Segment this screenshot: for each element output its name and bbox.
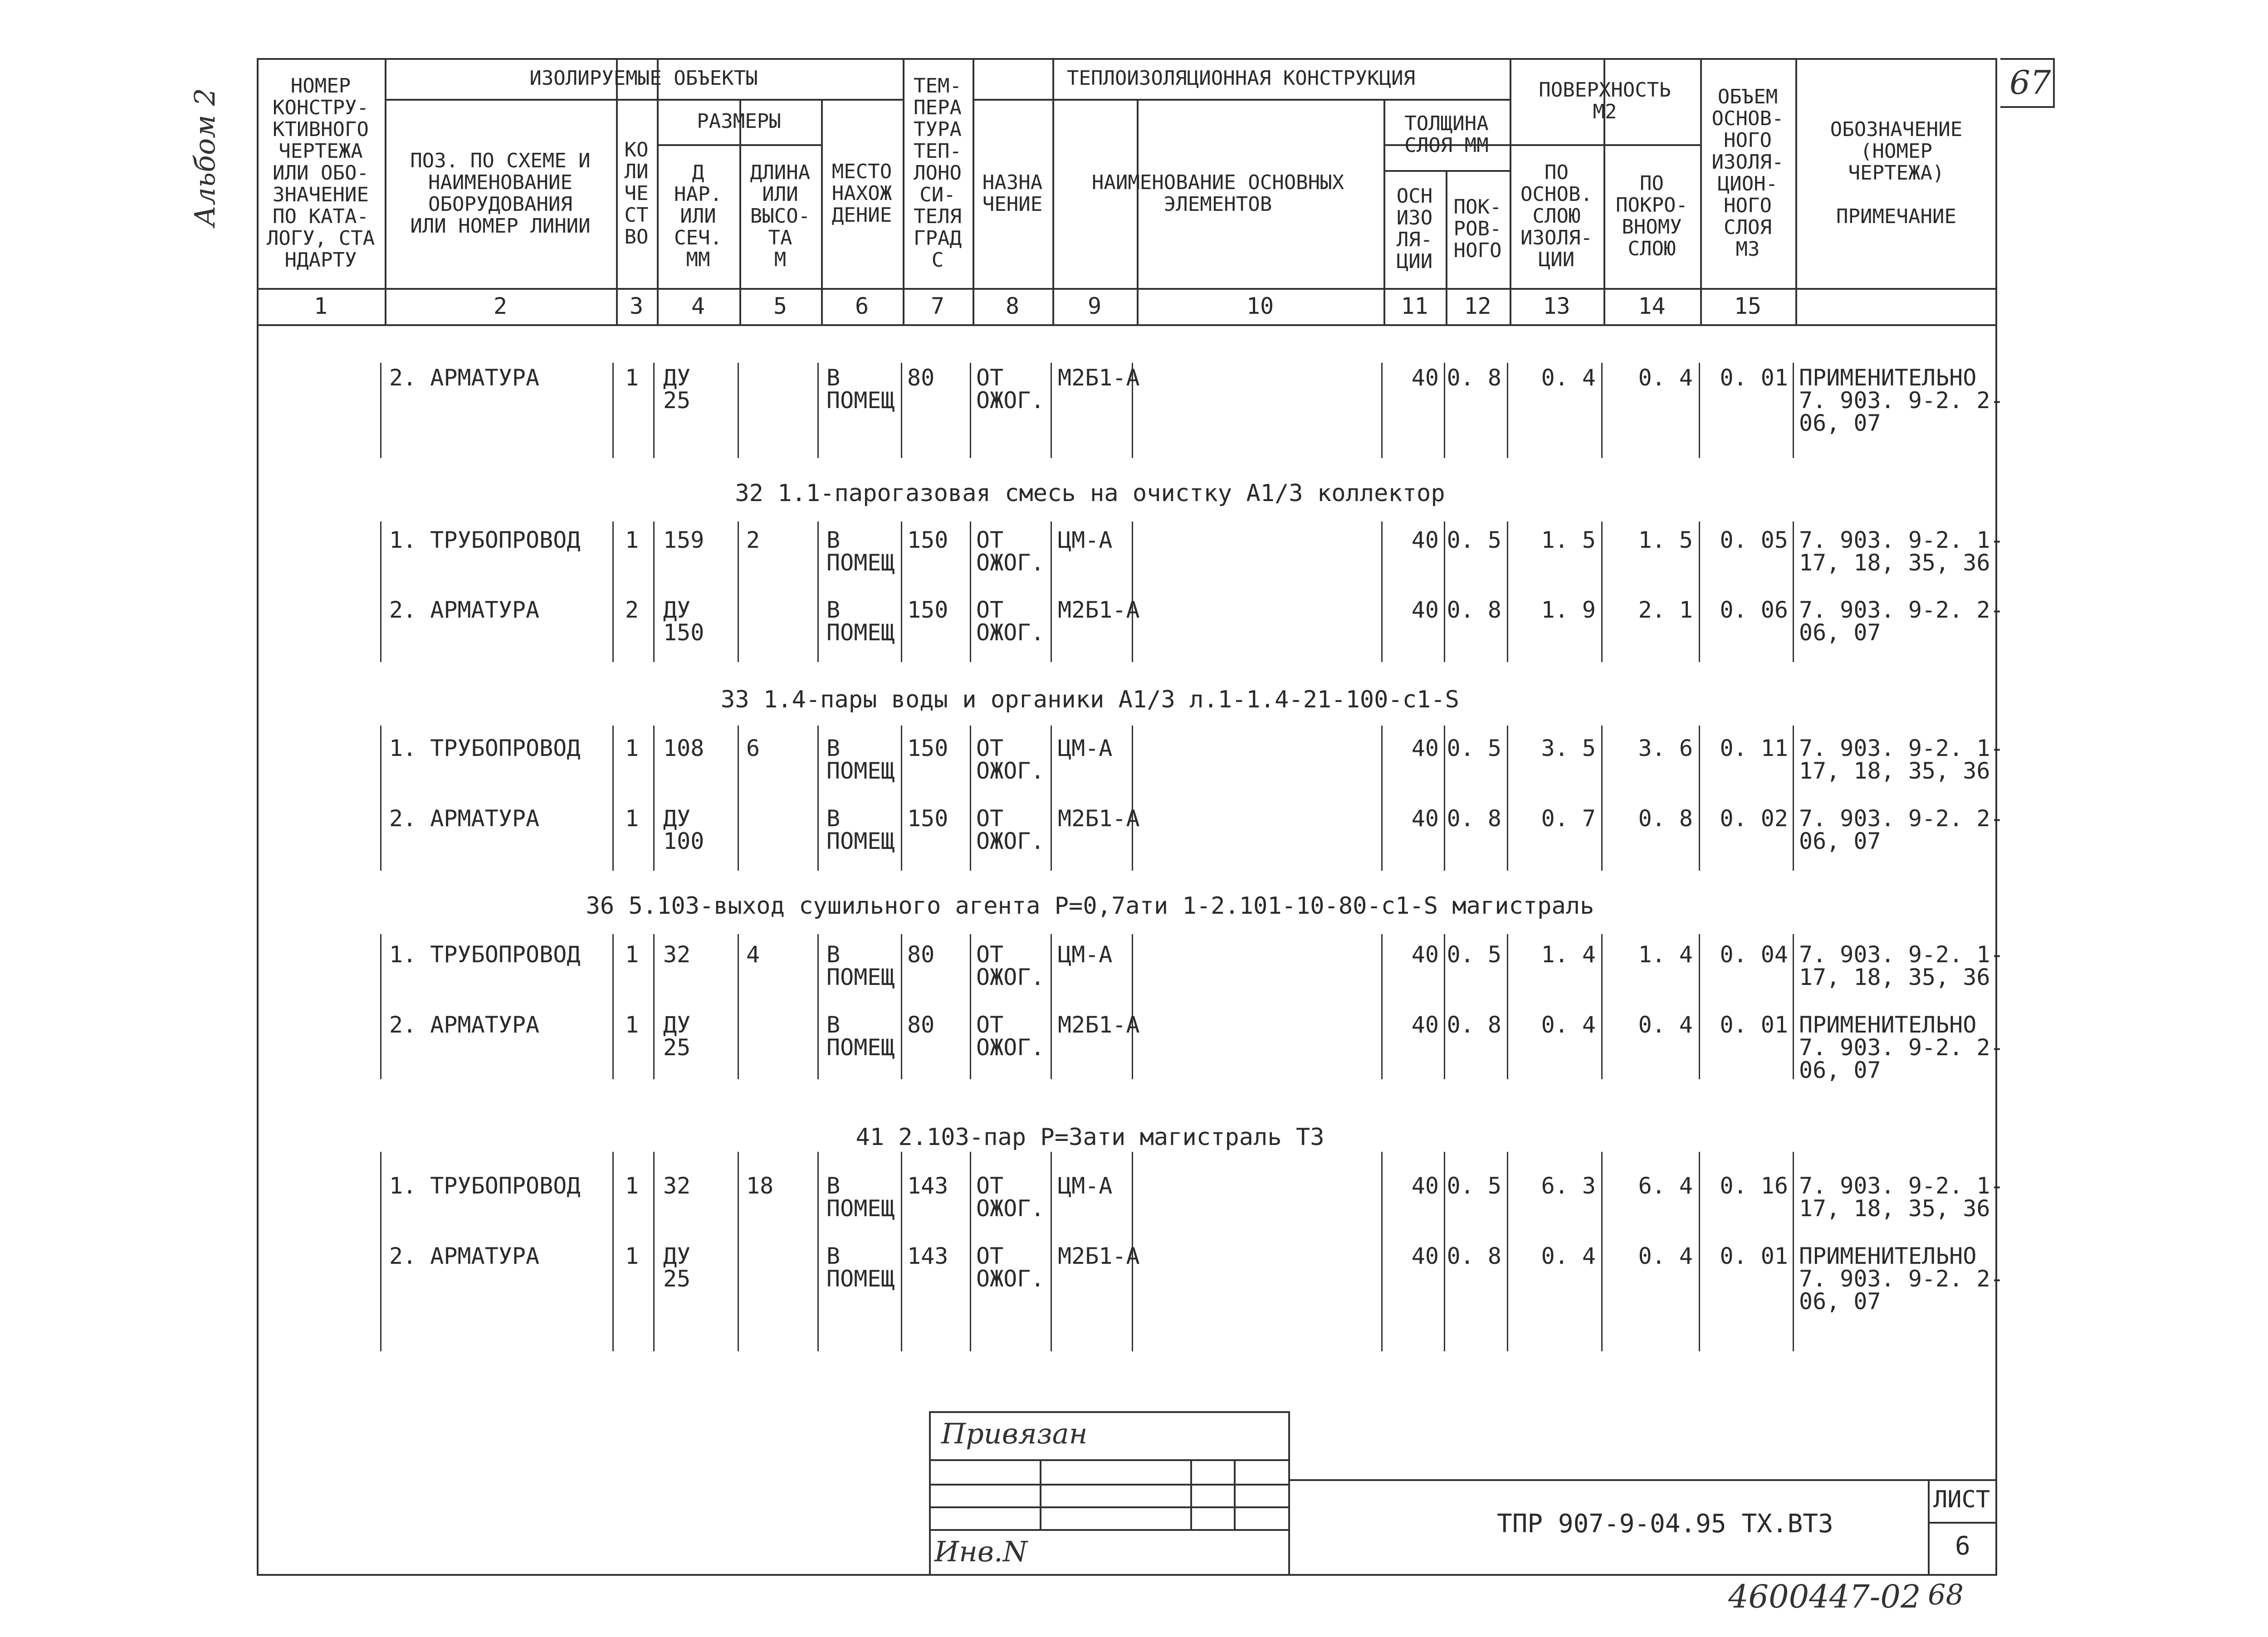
row-location: В ПОМЕЩ [826,597,895,646]
column-rule [380,521,381,662]
row-temperature: 150 [907,805,948,832]
row-note: 7. 903. 9-2. 2- 06, 07 [1799,805,2004,854]
row-thickness-main: 40 [1411,1173,1439,1199]
row-note: ПРИМЕНИТЕЛЬНО 7. 903. 9-2. 2- 06, 07 [1799,1243,2004,1315]
column-rule [817,934,819,1079]
header-location: МЕСТО НАХОЖ ДЕНИЕ [831,160,892,227]
column-rule [653,934,655,1079]
column-rule [901,934,902,1079]
row-temperature: 143 [907,1173,948,1199]
row-name: 2. АРМАТУРА [389,805,540,832]
column-rule [653,521,655,662]
inv-number-label: Инв.N [934,1535,1027,1568]
row-thickness-main: 40 [1411,527,1439,553]
row-note: 7. 903. 9-2. 2- 06, 07 [1799,597,2004,646]
row-qty: 2 [625,597,639,623]
title-block-line [1928,1479,1930,1576]
row-surface-cover: 0. 4 [1638,365,1693,391]
row-purpose: ОТ ОЖОГ. [976,597,1045,646]
row-purpose: ОТ ОЖОГ. [976,527,1045,576]
column-number: 7 [930,293,945,319]
column-rule [901,726,902,871]
row-note: 7. 903. 9-2. 1- 17, 18, 35, 36 [1799,735,2004,784]
column-rule [380,726,381,871]
row-elements: М2Б1-А [1058,1243,1140,1269]
column-rule [1132,521,1133,662]
row-name: 2. АРМАТУРА [389,365,540,391]
row-surface-main: 0. 7 [1541,805,1596,832]
row-qty: 1 [625,941,639,968]
column-rule [380,934,381,1079]
row-thickness-main: 40 [1411,365,1439,391]
column-number: 5 [773,293,787,319]
drawing-code: ТПР 907-9-04.95 ТХ.ВТ3 [1497,1509,1833,1539]
column-rule [1051,363,1052,458]
column-rule [901,1152,902,1351]
row-qty: 1 [625,365,639,391]
column-rule [1051,521,1052,662]
section-title: 33 1.4-пары воды и органики А1/3 л.1-1.4-21-100-с1-S [721,686,1459,713]
column-rule [970,363,971,458]
row-volume: 0. 02 [1720,805,1788,832]
header-thickness: ТОЛЩИНА СЛОЯ ММ [1404,112,1489,157]
row-temperature: 150 [907,527,948,553]
row-diameter: ДУ 25 [663,1243,691,1292]
stamp-line [929,1484,1290,1486]
header-insulation-structure: ТЕПЛОИЗОЛЯЦИОННАЯ КОНСТРУКЦИЯ [1066,67,1416,90]
column-rule [1132,934,1133,1079]
column-rule [1793,934,1794,1079]
column-rule [1793,1152,1794,1351]
header-quantity: КО ЛИ ЧЕ СТ ВО [624,138,649,248]
row-note: 7. 903. 9-2. 1- 17, 18, 35, 36 [1799,527,2004,576]
section-title: 36 5.103-выход сушильного агента Р=0,7ати 1-2.101-10-80-с1-S магистраль [586,892,1594,920]
row-surface-cover: 2. 1 [1638,597,1693,623]
column-rule [653,1152,655,1351]
row-surface-cover: 1. 5 [1638,527,1693,553]
row-qty: 1 [625,805,639,832]
header-length: ДЛИНА ИЛИ ВЫСО- ТА М [750,161,811,271]
row-surface-main: 3. 5 [1541,735,1596,761]
column-rule [817,363,819,458]
header-drawing-number: НОМЕР КОНСТРУ- КТИВНОГО ЧЕРТЕЖА ИЛИ ОБО- ЗНАЧЕНИЕ ПО КАТА- ЛОГУ, СТА НДАРТУ [266,74,375,272]
row-name: 1. ТРУБОПРОВОД [389,527,581,553]
row-location: В ПОМЕЩ [826,365,895,414]
row-surface-cover: 0. 4 [1638,1012,1693,1038]
column-rule [612,521,614,662]
row-thickness-cover: 0. 8 [1447,805,1501,832]
section-title: 41 2.103-пар Р=3ати магистраль Т3 [855,1124,1325,1151]
row-volume: 0. 11 [1720,735,1788,761]
sheet-label: ЛИСТ [1933,1486,1990,1513]
column-number: 14 [1638,293,1666,319]
column-rule [612,726,614,871]
column-rule [612,363,614,458]
row-length: 2 [746,527,760,553]
column-rule [1793,726,1794,871]
row-elements: ЦМ-А [1058,735,1113,761]
column-rule [738,1152,739,1351]
row-length: 6 [746,735,760,761]
row-thickness-main: 40 [1411,597,1439,623]
row-volume: 0. 01 [1720,365,1788,391]
column-rule [1051,1152,1052,1351]
row-thickness-cover: 0. 8 [1447,1243,1501,1269]
row-diameter: ДУ 25 [663,365,691,414]
row-name: 1. ТРУБОПРОВОД [389,1173,581,1199]
row-elements: ЦМ-А [1058,527,1113,553]
row-volume: 0. 01 [1720,1243,1788,1269]
column-number: 1 [313,293,328,319]
header-surface-cover: ПО ПОКРО- ВНОМУ СЛОЮ [1616,171,1688,260]
row-qty: 1 [625,527,639,553]
column-number: 2 [493,293,508,319]
column-rule [970,1152,971,1351]
column-rule [380,1152,381,1351]
row-location: В ПОМЕЩ [826,805,895,854]
column-number: 8 [1005,293,1020,319]
row-note: 7. 903. 9-2. 1- 17, 18, 35, 36 [1799,1173,2004,1222]
column-rule [1051,726,1052,871]
row-purpose: ОТ ОЖОГ. [976,1012,1045,1061]
column-number: 9 [1087,293,1102,319]
row-diameter: 108 [663,735,704,761]
row-surface-cover: 0. 8 [1638,805,1693,832]
column-number: 13 [1543,293,1570,319]
row-qty: 1 [625,1243,639,1269]
row-thickness-cover: 0. 8 [1447,597,1501,623]
row-volume: 0. 05 [1720,527,1788,553]
column-rule [612,934,614,1079]
row-qty: 1 [625,1173,639,1199]
header-designation: ОБОЗНАЧЕНИЕ (НОМЕР ЧЕРТЕЖА) ПРИМЕЧАНИЕ [1830,117,1963,228]
row-qty: 1 [625,735,639,761]
row-purpose: ОТ ОЖОГ. [976,365,1045,414]
row-surface-main: 0. 4 [1541,1012,1596,1038]
row-thickness-main: 40 [1411,941,1439,968]
section-title: 32 1.1-парогазовая смесь на очистку А1/3 коллектор [735,480,1445,507]
row-surface-cover: 1. 4 [1638,941,1693,968]
stamp-line [929,1529,1290,1531]
row-length: 18 [746,1173,774,1199]
row-thickness-main: 40 [1411,805,1439,832]
number-row-line [257,324,1997,326]
title-block-line [1928,1522,1997,1524]
row-length: 4 [746,941,760,968]
column-rule [1793,521,1794,662]
row-elements: ЦМ-А [1058,1173,1113,1199]
column-rule [738,934,739,1079]
column-rule [653,726,655,871]
row-diameter: ДУ 100 [663,805,704,854]
row-name: 2. АРМАТУРА [389,1012,540,1038]
row-elements: М2Б1-А [1058,597,1140,623]
column-number: 6 [855,293,869,319]
header-sizes: РАЗМЕРЫ [697,110,781,133]
row-elements: М2Б1-А [1058,365,1140,391]
row-note: 7. 903. 9-2. 1- 17, 18, 35, 36 [1799,941,2004,990]
row-purpose: ОТ ОЖОГ. [976,735,1045,784]
row-surface-cover: 0. 4 [1638,1243,1693,1269]
row-note: ПРИМЕНИТЕЛЬНО 7. 903. 9-2. 2- 06, 07 [1799,365,2004,436]
row-thickness-main: 40 [1411,735,1439,761]
row-name: 2. АРМАТУРА [389,597,540,623]
row-location: В ПОМЕЩ [826,527,895,576]
header-position-name: ПОЗ. ПО СХЕМЕ И НАИМЕНОВАНИЕ ОБОРУДОВАНИЯ ИЛИ НОМЕР ЛИНИИ [410,149,591,238]
column-number: 15 [1734,293,1762,319]
stamp-line [1190,1459,1192,1531]
header-insulated-objects: ИЗОЛИРУЕМЫЕ ОБЪЕКТЫ [529,67,758,90]
row-diameter: 32 [663,941,691,968]
row-name: 1. ТРУБОПРОВОД [389,735,581,761]
row-purpose: ОТ ОЖОГ. [976,1243,1045,1292]
row-location: В ПОМЕЩ [826,1243,895,1292]
column-number: 3 [629,293,644,319]
row-name: 1. ТРУБОПРОВОД [389,941,581,968]
row-surface-main: 6. 3 [1541,1173,1596,1199]
row-surface-main: 1. 4 [1541,941,1596,968]
row-note: ПРИМЕНИТЕЛЬНО 7. 903. 9-2. 2- 06, 07 [1799,1012,2004,1083]
row-thickness-cover: 0. 5 [1447,527,1501,553]
column-rule [653,363,655,458]
row-diameter: 32 [663,1173,691,1199]
row-diameter: 159 [663,527,704,553]
row-thickness-cover: 0. 5 [1447,941,1501,968]
row-surface-main: 0. 4 [1541,365,1596,391]
column-rule [817,1152,819,1351]
row-name: 2. АРМАТУРА [389,1243,540,1269]
page-number-bottom: 68 [1928,1578,1964,1611]
column-number: 10 [1246,293,1274,319]
column-rule [817,521,819,662]
row-purpose: ОТ ОЖОГ. [976,805,1045,854]
row-surface-main: 1. 9 [1541,597,1596,623]
privyazan-label: Привязан [941,1417,1088,1450]
row-thickness-cover: 0. 5 [1447,1173,1501,1199]
row-volume: 0. 06 [1720,597,1788,623]
row-temperature: 150 [907,735,948,761]
row-thickness-cover: 0. 8 [1447,365,1501,391]
column-rule [380,363,381,458]
sheet-number: 6 [1955,1531,1970,1561]
column-rule [970,521,971,662]
column-rule [970,726,971,871]
header-temperature: ТЕМ- ПЕРА ТУРА ТЕП- ЛОНО СИ- ТЕЛЯ ГРАД С [914,74,962,272]
row-elements: ЦМ-А [1058,941,1113,968]
stamp-line [929,1506,1290,1508]
stamp-line [1040,1459,1041,1531]
header-volume: ОБЪЕМ ОСНОВ- НОГО ИЗОЛЯ- ЦИОН- НОГО СЛОЯ М3 [1711,85,1784,261]
column-rule [612,1152,614,1351]
row-elements: М2Б1-А [1058,805,1140,832]
row-temperature: 150 [907,597,948,623]
row-location: В ПОМЕЩ [826,1012,895,1061]
column-number: 4 [691,293,705,319]
row-location: В ПОМЕЩ [826,735,895,784]
header-diameter: Д НАР. ИЛИ СЕЧ. ММ [674,161,722,271]
row-volume: 0. 01 [1720,1012,1788,1038]
row-location: В ПОМЕЩ [826,941,895,990]
header-thickness-main: ОСН ИЗО ЛЯ- ЦИИ [1396,185,1433,273]
stamp-line [1234,1459,1236,1531]
row-temperature: 143 [907,1243,948,1269]
header-thickness-cover: ПОК- РОВ- НОГО [1453,195,1502,262]
row-thickness-cover: 0. 8 [1447,1012,1501,1038]
header-purpose: НАЗНА ЧЕНИЕ [982,171,1043,216]
row-temperature: 80 [907,365,935,391]
row-location: В ПОМЕЩ [826,1173,895,1222]
column-rule [901,521,902,662]
row-thickness-cover: 0. 5 [1447,735,1501,761]
column-rule [738,363,739,458]
column-rule [1793,363,1794,458]
page-number-top: 67 [2009,63,2051,102]
row-surface-main: 0. 4 [1541,1243,1596,1269]
row-purpose: ОТ ОЖОГ. [976,941,1045,990]
row-diameter: ДУ 150 [663,597,704,646]
row-diameter: ДУ 25 [663,1012,691,1061]
column-rule [738,521,739,662]
header-elements: НАИМЕНОВАНИЕ ОСНОВНЫХ ЭЛЕМЕНТОВ [1091,171,1344,216]
row-qty: 1 [625,1012,639,1038]
row-surface-main: 1. 5 [1541,527,1596,553]
column-rule [817,726,819,871]
row-elements: М2Б1-А [1058,1012,1140,1038]
header-surface-main: ПО ОСНОВ. СЛОЮ ИЗОЛЯ- ЦИИ [1520,161,1593,271]
column-rule [1051,934,1052,1079]
row-thickness-main: 40 [1411,1243,1439,1269]
row-surface-cover: 3. 6 [1638,735,1693,761]
title-block-line [1290,1479,1997,1481]
row-thickness-main: 40 [1411,1012,1439,1038]
row-temperature: 80 [907,1012,935,1038]
column-number: 11 [1401,293,1428,319]
column-number: 12 [1464,293,1491,319]
row-purpose: ОТ ОЖОГ. [976,1173,1045,1222]
column-rule [901,363,902,458]
header-surface: ПОВЕРХНОСТЬ М2 [1539,78,1671,123]
album-label: Альбом 2 [188,88,221,227]
row-temperature: 80 [907,941,935,968]
row-volume: 0. 04 [1720,941,1788,968]
column-rule [738,726,739,871]
stamp-line [929,1459,1290,1461]
column-rule [970,934,971,1079]
row-surface-cover: 6. 4 [1638,1173,1693,1199]
row-volume: 0. 16 [1720,1173,1788,1199]
column-rule [1132,726,1133,871]
inventory-number-handwritten: 4600447-02 [1728,1578,1921,1615]
